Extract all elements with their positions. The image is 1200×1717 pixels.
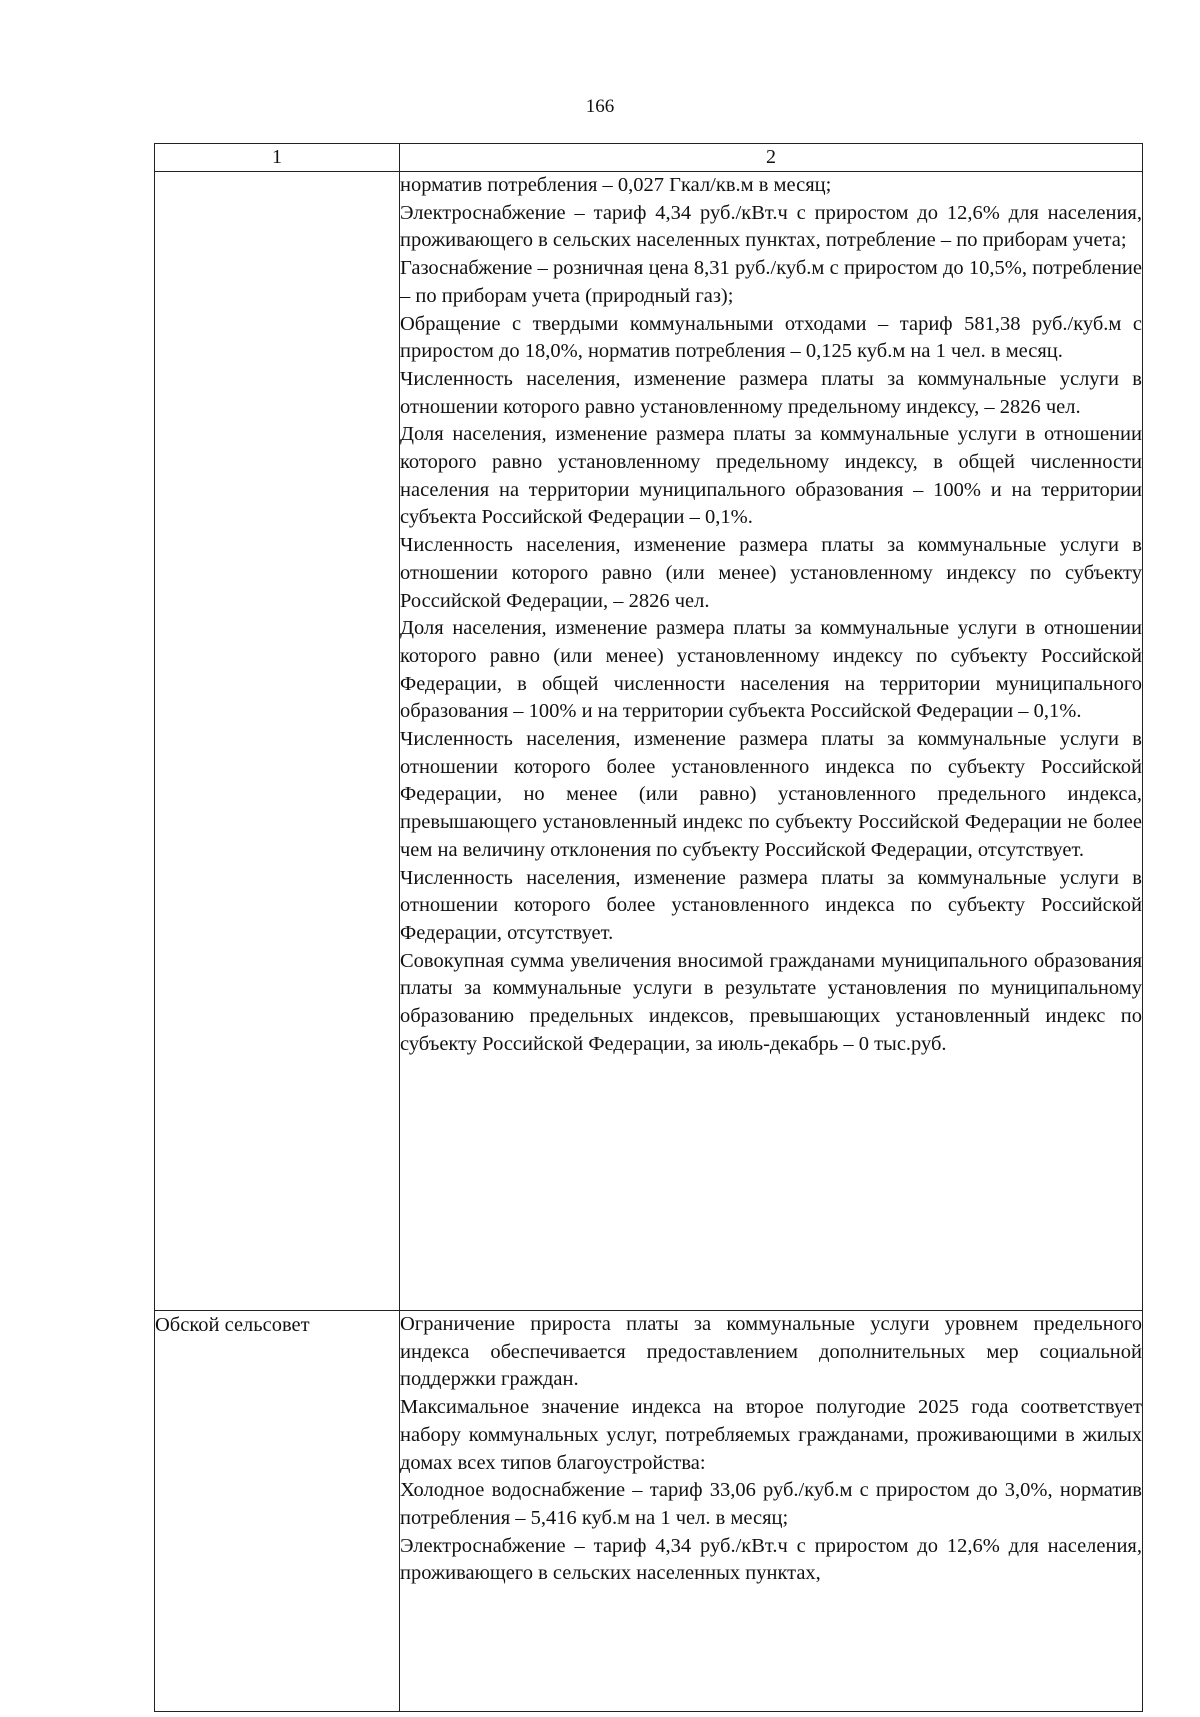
paragraph: Обращение с твердыми коммунальными отходами – тариф 581,38 руб./куб.м с приростом до 18,0%, норматив потребления – 0,125 куб.м на 1 чел. в месяц. bbox=[400, 312, 1142, 363]
municipality-cell bbox=[155, 172, 400, 1311]
table-row bbox=[155, 172, 1143, 1311]
column-header-1: 1 bbox=[155, 144, 400, 172]
tariff-table bbox=[154, 143, 1143, 1712]
page-number: 166 bbox=[585, 96, 615, 117]
table-header-row bbox=[155, 144, 1143, 172]
description-cell bbox=[400, 172, 1143, 1311]
paragraph: норматив потребления – 0,027 Гкал/кв.м в месяц; bbox=[400, 174, 832, 196]
paragraph: Доля населения, изменение размера платы за коммунальные услуги в отношении которого равно (или менее) установленному индексу по субъекту Российской Федерации, в общей численности населения на территории муниципального образования – 100% и на территории субъекта Российской Федерации – 0,1%. bbox=[400, 617, 1142, 723]
table-row bbox=[155, 1311, 1143, 1712]
paragraph: Электроснабжение – тариф 4,34 руб./кВт.ч с приростом до 12,6% для населения, проживающего в сельских населенных пунктах, потребление – по приборам учета; bbox=[400, 201, 1142, 252]
paragraph: Численность населения, изменение размера платы за коммунальные услуги в отношении которого более установленного индекса по субъекту Российской Федерации, отсутствует. bbox=[400, 866, 1142, 944]
column-header-2: 2 bbox=[400, 144, 1143, 172]
paragraph: Численность населения, изменение размера платы за коммунальные услуги в отношении которого равно установленному предельному индексу, – 2826 чел. bbox=[400, 367, 1142, 418]
paragraph: Совокупная сумма увеличения вносимой гражданами муниципального образования платы за коммунальные услуги в результате установления по муниципальному образованию предельных индексов, превышающих установленный индекс по субъекту Российской Федерации, за июль-декабрь – 0 тыс.руб. bbox=[400, 949, 1142, 1055]
paragraph: Максимальное значение индекса на второе полугодие 2025 года соответствует набору коммунальных услуг, потребляемых гражданами, проживающими в жилых домах всех типов благоустройства: bbox=[400, 1396, 1142, 1474]
paragraph: Газоснабжение – розничная цена 8,31 руб./куб.м с приростом до 10,5%, потребление – по приборам учета (природный газ); bbox=[400, 257, 1142, 307]
paragraph: Холодное водоснабжение – тариф 33,06 руб./куб.м с приростом до 3,0%, норматив потребления – 5,416 куб.м на 1 чел. в месяц; bbox=[400, 1479, 1142, 1529]
description-cell bbox=[400, 1311, 1143, 1712]
municipality-cell: Обской сельсовет bbox=[155, 1311, 400, 1712]
paragraph: Электроснабжение – тариф 4,34 руб./кВт.ч с приростом до 12,6% для населения, проживающего в сельских населенных пунктах, bbox=[400, 1534, 1142, 1585]
paragraph: Ограничение прироста платы за коммунальные услуги уровнем предельного индекса обеспечивается предоставлением дополнительных мер социальной поддержки граждан. bbox=[400, 1313, 1142, 1391]
paragraph: Численность населения, изменение размера платы за коммунальные услуги в отношении которого равно (или менее) установленному индексу по субъекту Российской Федерации, – 2826 чел. bbox=[400, 534, 1142, 612]
paragraph: Численность населения, изменение размера платы за коммунальные услуги в отношении которого более установленного индекса по субъекту Российской Федерации, но менее (или равно) установленного предельного индекса, превышающего установленный индекс по субъекту Российской Федерации не более чем на величину отклонения по субъекту Российской Федерации, отсутствует. bbox=[400, 728, 1142, 861]
paragraph: Доля населения, изменение размера платы за коммунальные услуги в отношении которого равно установленному предельному индексу, в общей численности населения на территории муниципального образования – 100% и на территории субъекта Российской Федерации – 0,1%. bbox=[400, 423, 1142, 529]
